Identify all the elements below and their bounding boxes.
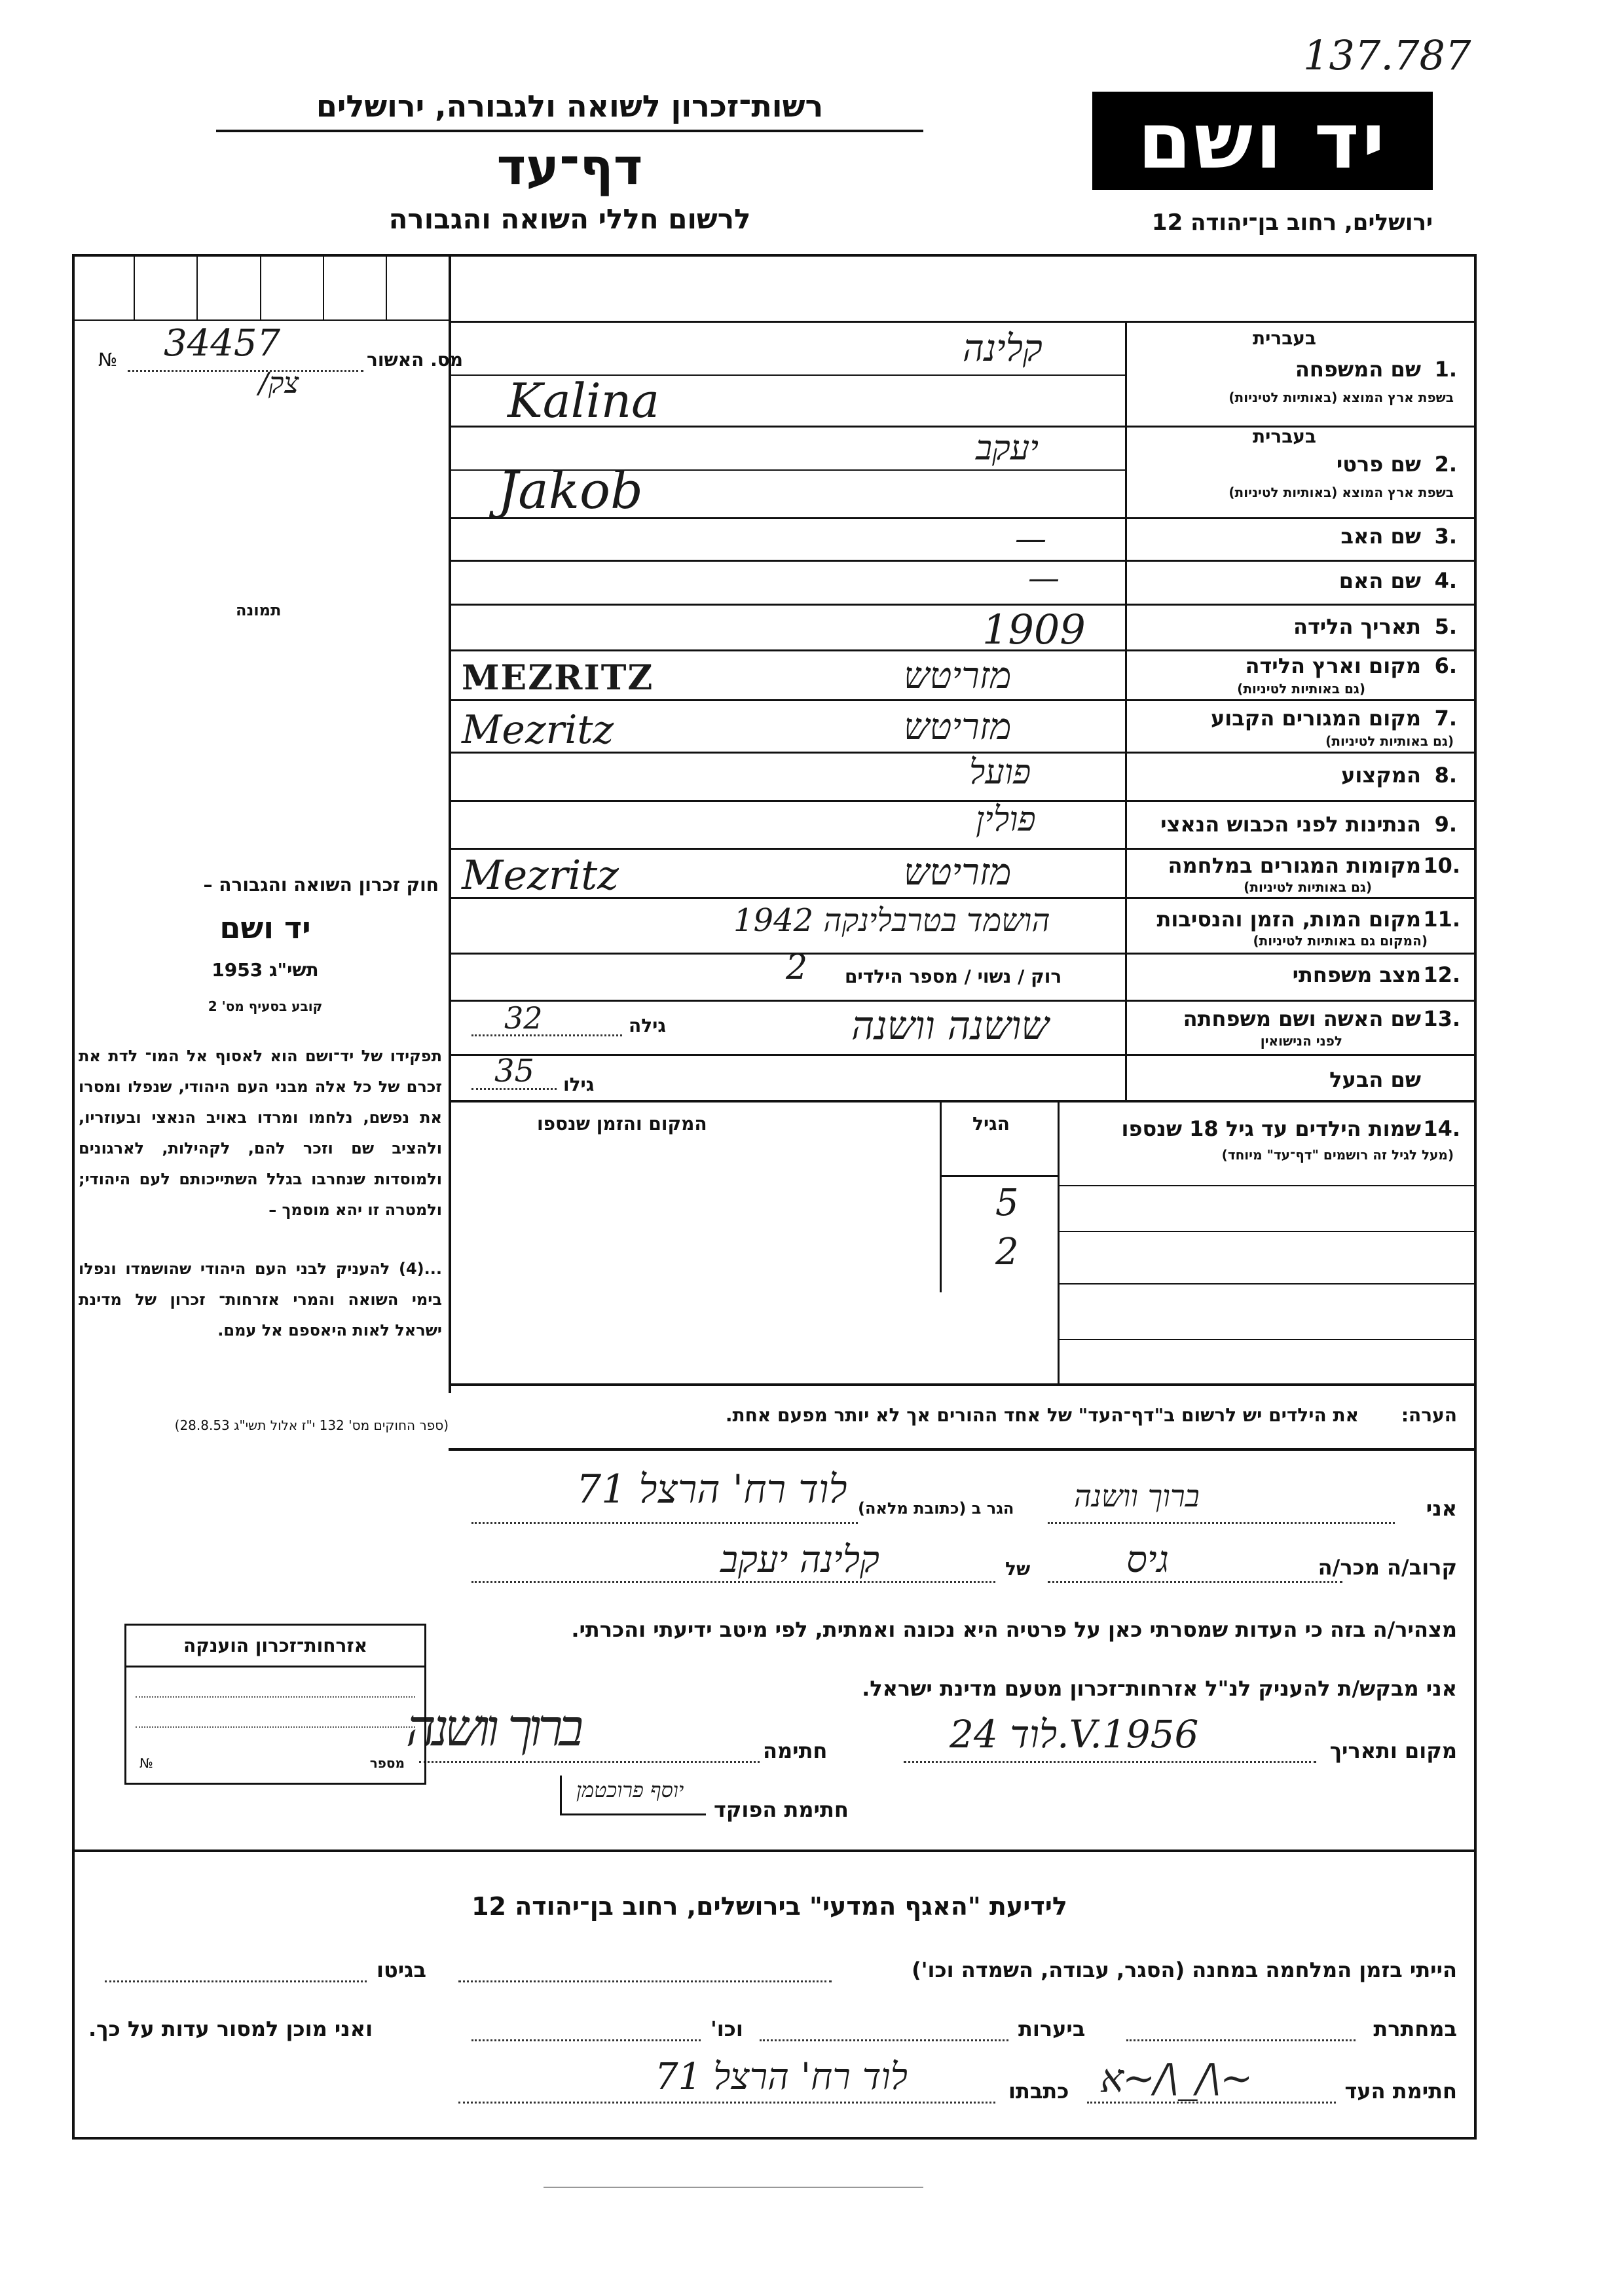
declarant-of-name[interactable]: קלינה יעקב bbox=[720, 1539, 880, 1581]
field10-sub: (גם באותיות לטיניות) bbox=[1244, 879, 1372, 895]
row-rule bbox=[449, 699, 1477, 701]
page-subtitle: לרשום חללי השואה והגבורה bbox=[388, 203, 751, 235]
law-year: תשי"ג 1953 bbox=[212, 959, 319, 981]
note-bottom-rule bbox=[449, 1448, 1477, 1451]
field11-value[interactable]: הושמד בטרבלינקה 1942 bbox=[733, 902, 1050, 939]
children-sub: (מעל לגיל זה רושמים "דף־עד" מיוחד) bbox=[1221, 1147, 1454, 1163]
request-text: אני מבקש/ת להעניק לנ"ל אזרחות־זכרון מטעם מדינת ישראל. bbox=[862, 1676, 1457, 1701]
header-rule bbox=[216, 130, 923, 132]
officer-label: חתימת הפוקד bbox=[714, 1797, 849, 1822]
field1-number: 1. bbox=[1434, 357, 1457, 382]
declarant-relation-dotted bbox=[1048, 1581, 1342, 1583]
law-clause: קובע בסעיף מס' 2 bbox=[208, 998, 323, 1014]
child-age-1[interactable]: 5 bbox=[995, 1182, 1019, 1224]
bottom-line2-dotted-b bbox=[760, 2039, 1008, 2041]
declarant-of-label: של bbox=[1005, 1558, 1031, 1580]
children-label: שמות הילדים עד גיל 18 שנספו bbox=[1121, 1116, 1421, 1141]
field7-sub: (גם באותיות לטיניות) bbox=[1325, 733, 1454, 749]
row-rule bbox=[449, 560, 1477, 562]
children-row-rule bbox=[1060, 1339, 1477, 1340]
declarant-i-label: אני bbox=[1426, 1496, 1457, 1521]
field6-sub: (גם באותיות לטיניות) bbox=[1237, 681, 1365, 697]
row-rule bbox=[449, 800, 1477, 802]
field8-number: 8. bbox=[1434, 763, 1457, 788]
field14-number: 14. bbox=[1423, 1116, 1460, 1141]
row-rule bbox=[449, 953, 1477, 955]
row-rule bbox=[449, 604, 1477, 606]
child-age-2[interactable]: 2 bbox=[995, 1231, 1019, 1273]
declarant-name[interactable]: ברוך וושנה bbox=[1074, 1478, 1200, 1514]
field11-sub: (המקום גם באותיות לטיניות) bbox=[1253, 933, 1428, 949]
law-name: יד ושם bbox=[219, 910, 311, 945]
approval-no-symbol: № bbox=[98, 349, 118, 371]
field8-label: המקצוע bbox=[1341, 763, 1421, 788]
field10-label: מקומות המגורים במלחמה bbox=[1168, 853, 1421, 878]
field2-hebrew-tag: בעברית bbox=[1252, 426, 1316, 447]
bottom-line1-b: בגיטו bbox=[377, 1958, 426, 1982]
top-row-rule bbox=[449, 321, 1477, 323]
field7-hebrew-value[interactable]: מזריטש bbox=[904, 706, 1012, 748]
approval-value[interactable]: 34457 bbox=[164, 322, 281, 365]
officer-signature: יוסף פרוכטמן bbox=[576, 1777, 684, 1802]
children-col-place: המקום והזמן שנספו bbox=[537, 1113, 707, 1135]
witness-address[interactable]: לוד רח' הרצל 71 bbox=[655, 2056, 908, 2098]
field7-latin-value[interactable]: Mezritz bbox=[462, 707, 614, 753]
note-top-rule bbox=[449, 1383, 1477, 1386]
husband-label: שם הבעל bbox=[1329, 1067, 1421, 1092]
field6-latin-value[interactable]: MEZRITZ bbox=[462, 658, 654, 698]
field2-latin-value[interactable]: Jakob bbox=[498, 462, 643, 520]
field9-label: הנתינות לפני הכבוש הנאצי bbox=[1160, 812, 1421, 837]
place-date[interactable]: לוד 24.V.1956 bbox=[950, 1712, 1199, 1757]
top-grid-rule bbox=[72, 319, 449, 321]
field7-label: מקום המגורים הקבוע bbox=[1210, 706, 1421, 731]
citizenship-no-symbol: № bbox=[139, 1755, 153, 1771]
field5-label: תאריך הלידה bbox=[1293, 614, 1421, 639]
field2-sub: בשפת ארץ המוצא (באותיות לטיניות) bbox=[1228, 484, 1454, 500]
field5-value[interactable]: 1909 bbox=[982, 606, 1086, 653]
children-row-rule bbox=[1060, 1185, 1477, 1186]
bottom-line1-dotted-a bbox=[458, 1980, 832, 1982]
field2-hebrew-value[interactable]: יעקב bbox=[976, 429, 1039, 468]
field1-sub: בשפת ארץ המוצא (באותיות לטיניות) bbox=[1228, 390, 1454, 405]
file-number: 137.787 bbox=[1303, 31, 1471, 79]
field7-number: 7. bbox=[1434, 706, 1457, 731]
field3-value[interactable]: — bbox=[1015, 520, 1046, 557]
signature-label: חתימה bbox=[763, 1738, 828, 1763]
law-footnote: (ספר החוקים מס' 132 י"ז אלול תשי"ג 28.8.53) bbox=[174, 1417, 449, 1433]
place-date-label: מקום ותאריך bbox=[1329, 1738, 1457, 1763]
bottom-line2-c: וכו' bbox=[710, 2016, 743, 2041]
law-title: חוק זכרון השואה והגבורה – bbox=[203, 874, 439, 896]
children-col-age: הגיל bbox=[972, 1113, 1010, 1135]
field13-sub: לפני הנישואין bbox=[1260, 1033, 1342, 1049]
field12-middle: רוק / נשוי / מספר הילדים bbox=[845, 966, 1062, 987]
field11-number: 11. bbox=[1423, 907, 1460, 932]
field10-latin-value[interactable]: Mezritz bbox=[462, 851, 619, 899]
citizenship-box bbox=[124, 1624, 426, 1785]
field13-age-dotted bbox=[471, 1034, 622, 1036]
bottom-section-rule bbox=[72, 1850, 1477, 1852]
bottom-line2-a: במחתרת bbox=[1373, 2016, 1457, 2041]
children-header-rule bbox=[940, 1175, 1060, 1177]
children-col-divider-2 bbox=[1058, 1102, 1060, 1384]
field13-number: 13. bbox=[1423, 1006, 1460, 1031]
row-rule bbox=[449, 1100, 1477, 1102]
field6-hebrew-value[interactable]: מזריטש bbox=[904, 655, 1012, 697]
declarant-relation-label: קרוב/ה מכר/ה bbox=[1318, 1555, 1457, 1580]
row-rule bbox=[449, 1054, 1477, 1056]
declarant-signature[interactable]: ברוך וושנה bbox=[406, 1699, 580, 1758]
law-paragraph-1: תפקידו של יד־ושם הוא לאסוף אל המו־ לדת את זכרם של כל אלה מבני העם היהודי, שנפלו ומסרו את נפשם, נלחמו ומרדו באויב הנאצי ובעוזריו, ולהציב שם וזכר להם, לקהילות, לארגונים ולמוסדות שנחרבו בגלל השתייכותם לעם היהודי; ולמטרה זו יהא מוסמך – bbox=[79, 1047, 442, 1219]
declarant-address-dotted bbox=[471, 1522, 858, 1524]
note-label: הערה: bbox=[1401, 1404, 1457, 1426]
declarant-of-dotted bbox=[471, 1581, 995, 1583]
bottom-line1-dotted-b bbox=[105, 1980, 367, 1982]
husband-age[interactable]: 35 bbox=[494, 1053, 535, 1089]
label-column-divider bbox=[1125, 321, 1127, 1100]
footer-rule bbox=[544, 2187, 923, 2188]
children-col-divider-1 bbox=[940, 1102, 942, 1292]
photo-label: תמונה bbox=[236, 601, 282, 619]
field1-hebrew-value[interactable]: קלינה bbox=[963, 327, 1043, 370]
field3-label: שם האב bbox=[1340, 524, 1421, 549]
org-address: ירושלים, רחוב בן־יהודה 12 bbox=[1151, 210, 1433, 236]
field13-age-label: גילה bbox=[629, 1015, 666, 1036]
place-date-dotted bbox=[904, 1761, 1316, 1763]
declarant-lives-at: הגר ב (כתובת מלאה) bbox=[858, 1499, 1014, 1518]
field13-value[interactable]: שושנה וושנה bbox=[851, 1003, 1049, 1049]
bottom-line2-dotted-c bbox=[471, 2039, 701, 2041]
top-grid bbox=[72, 254, 449, 319]
children-row-rule bbox=[1060, 1283, 1477, 1285]
approval-dotted bbox=[128, 370, 363, 372]
declarant-relation[interactable]: גיס bbox=[1126, 1539, 1170, 1581]
husband-age-dotted bbox=[471, 1088, 557, 1090]
witness-signature-label: חתימת העד bbox=[1344, 2079, 1457, 2104]
citizenship-number-label: מספר bbox=[369, 1755, 405, 1771]
yad-vashem-logo bbox=[1092, 92, 1433, 190]
children-row-rule bbox=[1060, 1231, 1477, 1232]
bottom-line2-dotted-a bbox=[1126, 2039, 1356, 2041]
field13-label: שם האשה ושם משפחתה bbox=[1183, 1006, 1421, 1031]
field4-value[interactable]: — bbox=[1028, 560, 1060, 596]
husband-age-label: גילו bbox=[563, 1074, 595, 1095]
note-text: את הילדים יש לרשום ב"דף־העד" של אחד ההורים אך לא יותר מפעם אחת. bbox=[725, 1404, 1359, 1426]
declaration-text: מצהיר/ה בזה כי העדות שמסרתי כאן על פרטיה היא נכונה ואמתית, לפי מיטב ידיעתי והכרתי. bbox=[571, 1617, 1457, 1642]
field9-number: 9. bbox=[1434, 812, 1457, 837]
row-rule bbox=[449, 649, 1477, 651]
field2-label: שם פרטי bbox=[1336, 452, 1421, 477]
field12-label: מצב משפחתי bbox=[1292, 962, 1421, 987]
field2-number: 2. bbox=[1434, 452, 1457, 477]
field10-hebrew-value[interactable]: מזריטש bbox=[904, 851, 1012, 894]
field12-number: 12. bbox=[1423, 962, 1460, 987]
row-rule bbox=[449, 848, 1477, 850]
field6-number: 6. bbox=[1434, 653, 1457, 678]
bottom-title: לידיעת "האגף המדעי" בירושלים, רחוב בן־יהודה 12 bbox=[471, 1892, 1067, 1921]
org-name: רשות־זכרון לשואה ולגבורה, ירושלים bbox=[316, 88, 824, 124]
field10-number: 10. bbox=[1423, 853, 1460, 878]
row-rule bbox=[449, 1000, 1477, 1002]
approval-suffix: /צק bbox=[259, 367, 299, 400]
field13-age[interactable]: 32 bbox=[504, 1000, 543, 1036]
field1-label: שם המשפחה bbox=[1295, 357, 1421, 382]
field8-value[interactable]: פועל bbox=[969, 753, 1031, 792]
field12-value[interactable]: 2 bbox=[786, 948, 808, 987]
bottom-line2-d: ואני מוכן למסור עדות על כך. bbox=[88, 2016, 373, 2041]
field4-number: 4. bbox=[1434, 568, 1457, 593]
logo-text: יד ושם bbox=[1137, 96, 1388, 186]
field5-number: 5. bbox=[1434, 614, 1457, 639]
sidebar-divider bbox=[449, 254, 451, 1393]
field1-hebrew-tag: בעברית bbox=[1252, 327, 1316, 349]
declarant-address[interactable]: לוד רח' הרצל 71 bbox=[576, 1467, 847, 1512]
witness-signature-dotted bbox=[1087, 2102, 1336, 2104]
law-paragraph-2: ...(4) להעניק לבני העם היהודי שהושמדו ונפלו בימי השואה והמרי אזרחות־ זכרון של מדינת ישראל לאות היאספם אל עמם. bbox=[79, 1260, 442, 1339]
witness-signature[interactable]: ﬡ~/\_/\~ bbox=[1100, 2056, 1252, 2102]
witness-address-dotted bbox=[458, 2102, 995, 2104]
field1-latin-value[interactable]: Kalina bbox=[507, 373, 660, 428]
field6-label: מקום וארץ הלידה bbox=[1245, 653, 1421, 678]
field4-label: שם האם bbox=[1338, 568, 1421, 593]
citizenship-title: אזרחות־זכרון הוענקה bbox=[126, 1626, 424, 1667]
signature-dotted bbox=[419, 1761, 760, 1763]
page-title: דף־עד bbox=[496, 137, 643, 196]
bottom-line1-a: הייתי בזמן המלחמה במחנה (הסגר, עבודה, השמדה וכו') bbox=[912, 1958, 1457, 1982]
field11-label: מקום המות, הזמן והנסיבות bbox=[1156, 907, 1421, 932]
field9-value[interactable]: פולין bbox=[976, 800, 1036, 839]
field3-number: 3. bbox=[1434, 524, 1457, 549]
approval-label: מס. האשור bbox=[367, 349, 463, 371]
witness-address-label: כתבתו bbox=[1008, 2079, 1069, 2104]
declarant-name-dotted bbox=[1048, 1522, 1395, 1524]
bottom-line2-b: ביערות bbox=[1018, 2016, 1086, 2041]
